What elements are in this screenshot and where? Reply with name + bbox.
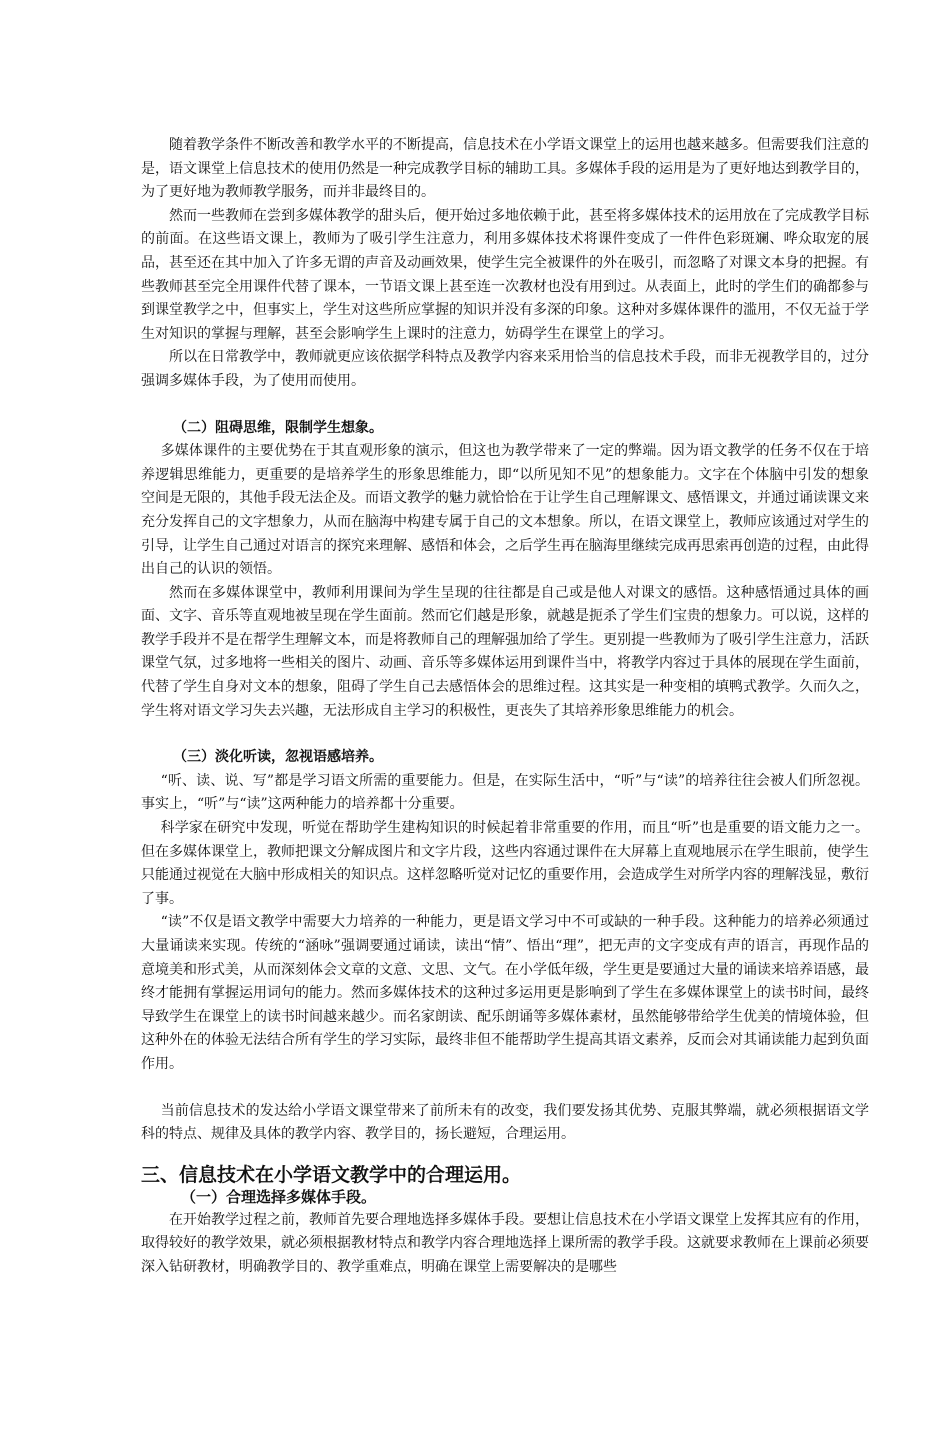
body-paragraph: 在开始教学过程之前，教师首先要合理地选择多媒体手段。要想让信息技术在小学语文课堂上发挥其应有的作用，取得较好的教学效果，就必须根据教材特点和教学内容合理地选择上课所需的教学手段。这就要求教师在上课前必须要深入钻研教材，明确教学目的、教学重难点，明确在课堂上需要解决的是哪些 bbox=[141, 1211, 869, 1275]
body-paragraph: “读”不仅是语文教学中需要大力培养的一种能力，更是语文学习中不可或缺的一种手段。这种能力的培养必须通过大量诵读来实现。传统的“涵咏”强调要通过诵读，读出“情”、悟出“理”，把无声的文字变成有声的语言，再现作品的意境美和形式美，从而深刻体会文章的文意、文思、文气。在小学低年级，学生更是要通过大量的诵读来培养语感，最终才能拥有掌握运用词句的能力。然而多媒体技术的这种过多运用更是影响到了学生在多媒体课堂上的读书时间，最终导致学生在课堂上的读书时间越来越少。而名家朗读、配乐朗诵等多媒体素材，虽然能够带给学生优美的情境体验，但这种外在的体验无法结合所有学生的学习实际，最终非但不能帮助学生提高其语文素养，反而会对其诵读能力起到负面作用。 bbox=[141, 914, 869, 1072]
body-paragraph: 随着教学条件不断改善和教学水平的不断提高，信息技术在小学语文课堂上的运用也越来越多。但需要我们注意的是，语文课堂上信息技术的使用仍然是一种完成教学目标的辅助工具。多媒体手段的运用是为了更好地达到教学目的，为了更好地为教师教学服务，而并非最终目的。 bbox=[141, 137, 869, 201]
subsection-heading: （一）合理选择多媒体手段。 bbox=[181, 1187, 377, 1206]
body-paragraph: “听、读、说、写”都是学习语文所需的重要能力。但是，在实际生活中，“听”与“读”的培养往往会被人们所忽视。事实上，“听”与“读”这两种能力的培养都十分重要。 bbox=[141, 772, 869, 813]
section-heading: （三）淡化听读，忽视语感培养。 bbox=[173, 749, 383, 766]
summary-paragraph: 当前信息技术的发达给小学语文课堂带来了前所未有的改变，我们要发扬其优势、克服其弊端，就必须根据语文学科的特点、规律及具体的教学内容、教学目的，扬长避短，合理运用。 bbox=[141, 1102, 869, 1143]
chapter-heading: 三、信息技术在小学语文教学中的合理运用。 bbox=[141, 1163, 522, 1186]
section-heading: （二）阻碍思维，限制学生想象。 bbox=[173, 419, 383, 436]
document-page bbox=[141, 134, 869, 1280]
paragraph-gap bbox=[141, 1077, 869, 1100]
paragraph-gap bbox=[141, 1147, 869, 1163]
body-paragraph: 然而一些教师在尝到多媒体教学的甜头后，便开始过多地依赖于此，甚至将多媒体技术的运用放在了完成教学目标的前面。在这些语文课上，教师为了吸引学生注意力，利用多媒体技术将课件变成了一件件色彩斑斓、哗众取宠的展品，甚至还在其中加入了许多无谓的声音及动画效果，使学生完全被课件的外在吸引，而忽略了对课文本身的把握。有些教师甚至完全用课件代替了课本，一节语文课上甚至连一次教材也没有用到过。从表面上，此时的学生们的确都参与到课堂教学之中，但事实上，学生对这些所应掌握的知识并没有多深的印象。这种对多媒体课件的滥用，不仅无益于学生对知识的掌握与理解，甚至会影响学生上课时的注意力，妨碍学生在课堂上的学习。 bbox=[141, 207, 869, 342]
body-paragraph: 多媒体课件的主要优势在于其直观形象的演示，但这也为教学带来了一定的弊端。因为语文教学的任务不仅在于培养逻辑思维能力，更重要的是培养学生的形象思维能力，即“以所见知不见”的想象能力。文字在个体脑中引发的想象空间是无限的，其他手段无法企及。而语文教学的魅力就恰恰在于让学生自己理解课文、感悟课文，并通过诵读课文来充分发挥自己的文字想象力，从而在脑海中构建专属于自己的文本想象。所以，在语文课堂上，教师应该通过对学生的引导，让学生自己通过对语言的探究来理解、感悟和体会，之后学生再在脑海里继续完成再思索再创造的过程，由此得出自己的认识的领悟。 bbox=[141, 443, 869, 578]
paragraph-gap bbox=[141, 723, 869, 746]
paragraph-gap bbox=[141, 394, 869, 417]
body-paragraph: 所以在日常教学中，教师就更应该依据学科特点及教学内容来采用恰当的信息技术手段，而非无视教学目的，过分强调多媒体手段，为了使用而使用。 bbox=[141, 349, 869, 389]
body-paragraph: 然而在多媒体课堂中，教师利用课间为学生呈现的往往都是自己或是他人对课文的感悟。这种感悟通过具体的画面、文字、音乐等直观地被呈现在学生面前。然而它们越是形象，就越是扼杀了学生们宝贵的想象力。可以说，这样的教学手段并不是在帮学生理解文本，而是将教师自己的理解强加给了学生。更别提一些教师为了吸引学生注意力，活跃课堂气氛，过多地将一些相关的图片、动画、音乐等多媒体运用到课件当中，将教学内容过于具体的展现在学生面前，代替了学生自身对文本的想象，阻碍了学生自己去感悟体会的思维过程。这其实是一种变相的填鸭式教学。久而久之，学生将对语文学习失去兴趣，无法形成自主学习的积极性，更丧失了其培养形象思维能力的机会。 bbox=[141, 584, 869, 719]
body-paragraph: 科学家在研究中发现，听觉在帮助学生建构知识的时候起着非常重要的作用，而且“听”也是重要的语文能力之一。但在多媒体课堂上，教师把课文分解成图片和文字片段，这些内容通过课件在大屏幕上直观地展示在学生眼前，使学生只能通过视觉在大脑中形成相关的知识点。这样忽略听觉对记忆的重要作用，会造成学生对所学内容的理解浅显，敷衍了事。 bbox=[141, 820, 869, 907]
